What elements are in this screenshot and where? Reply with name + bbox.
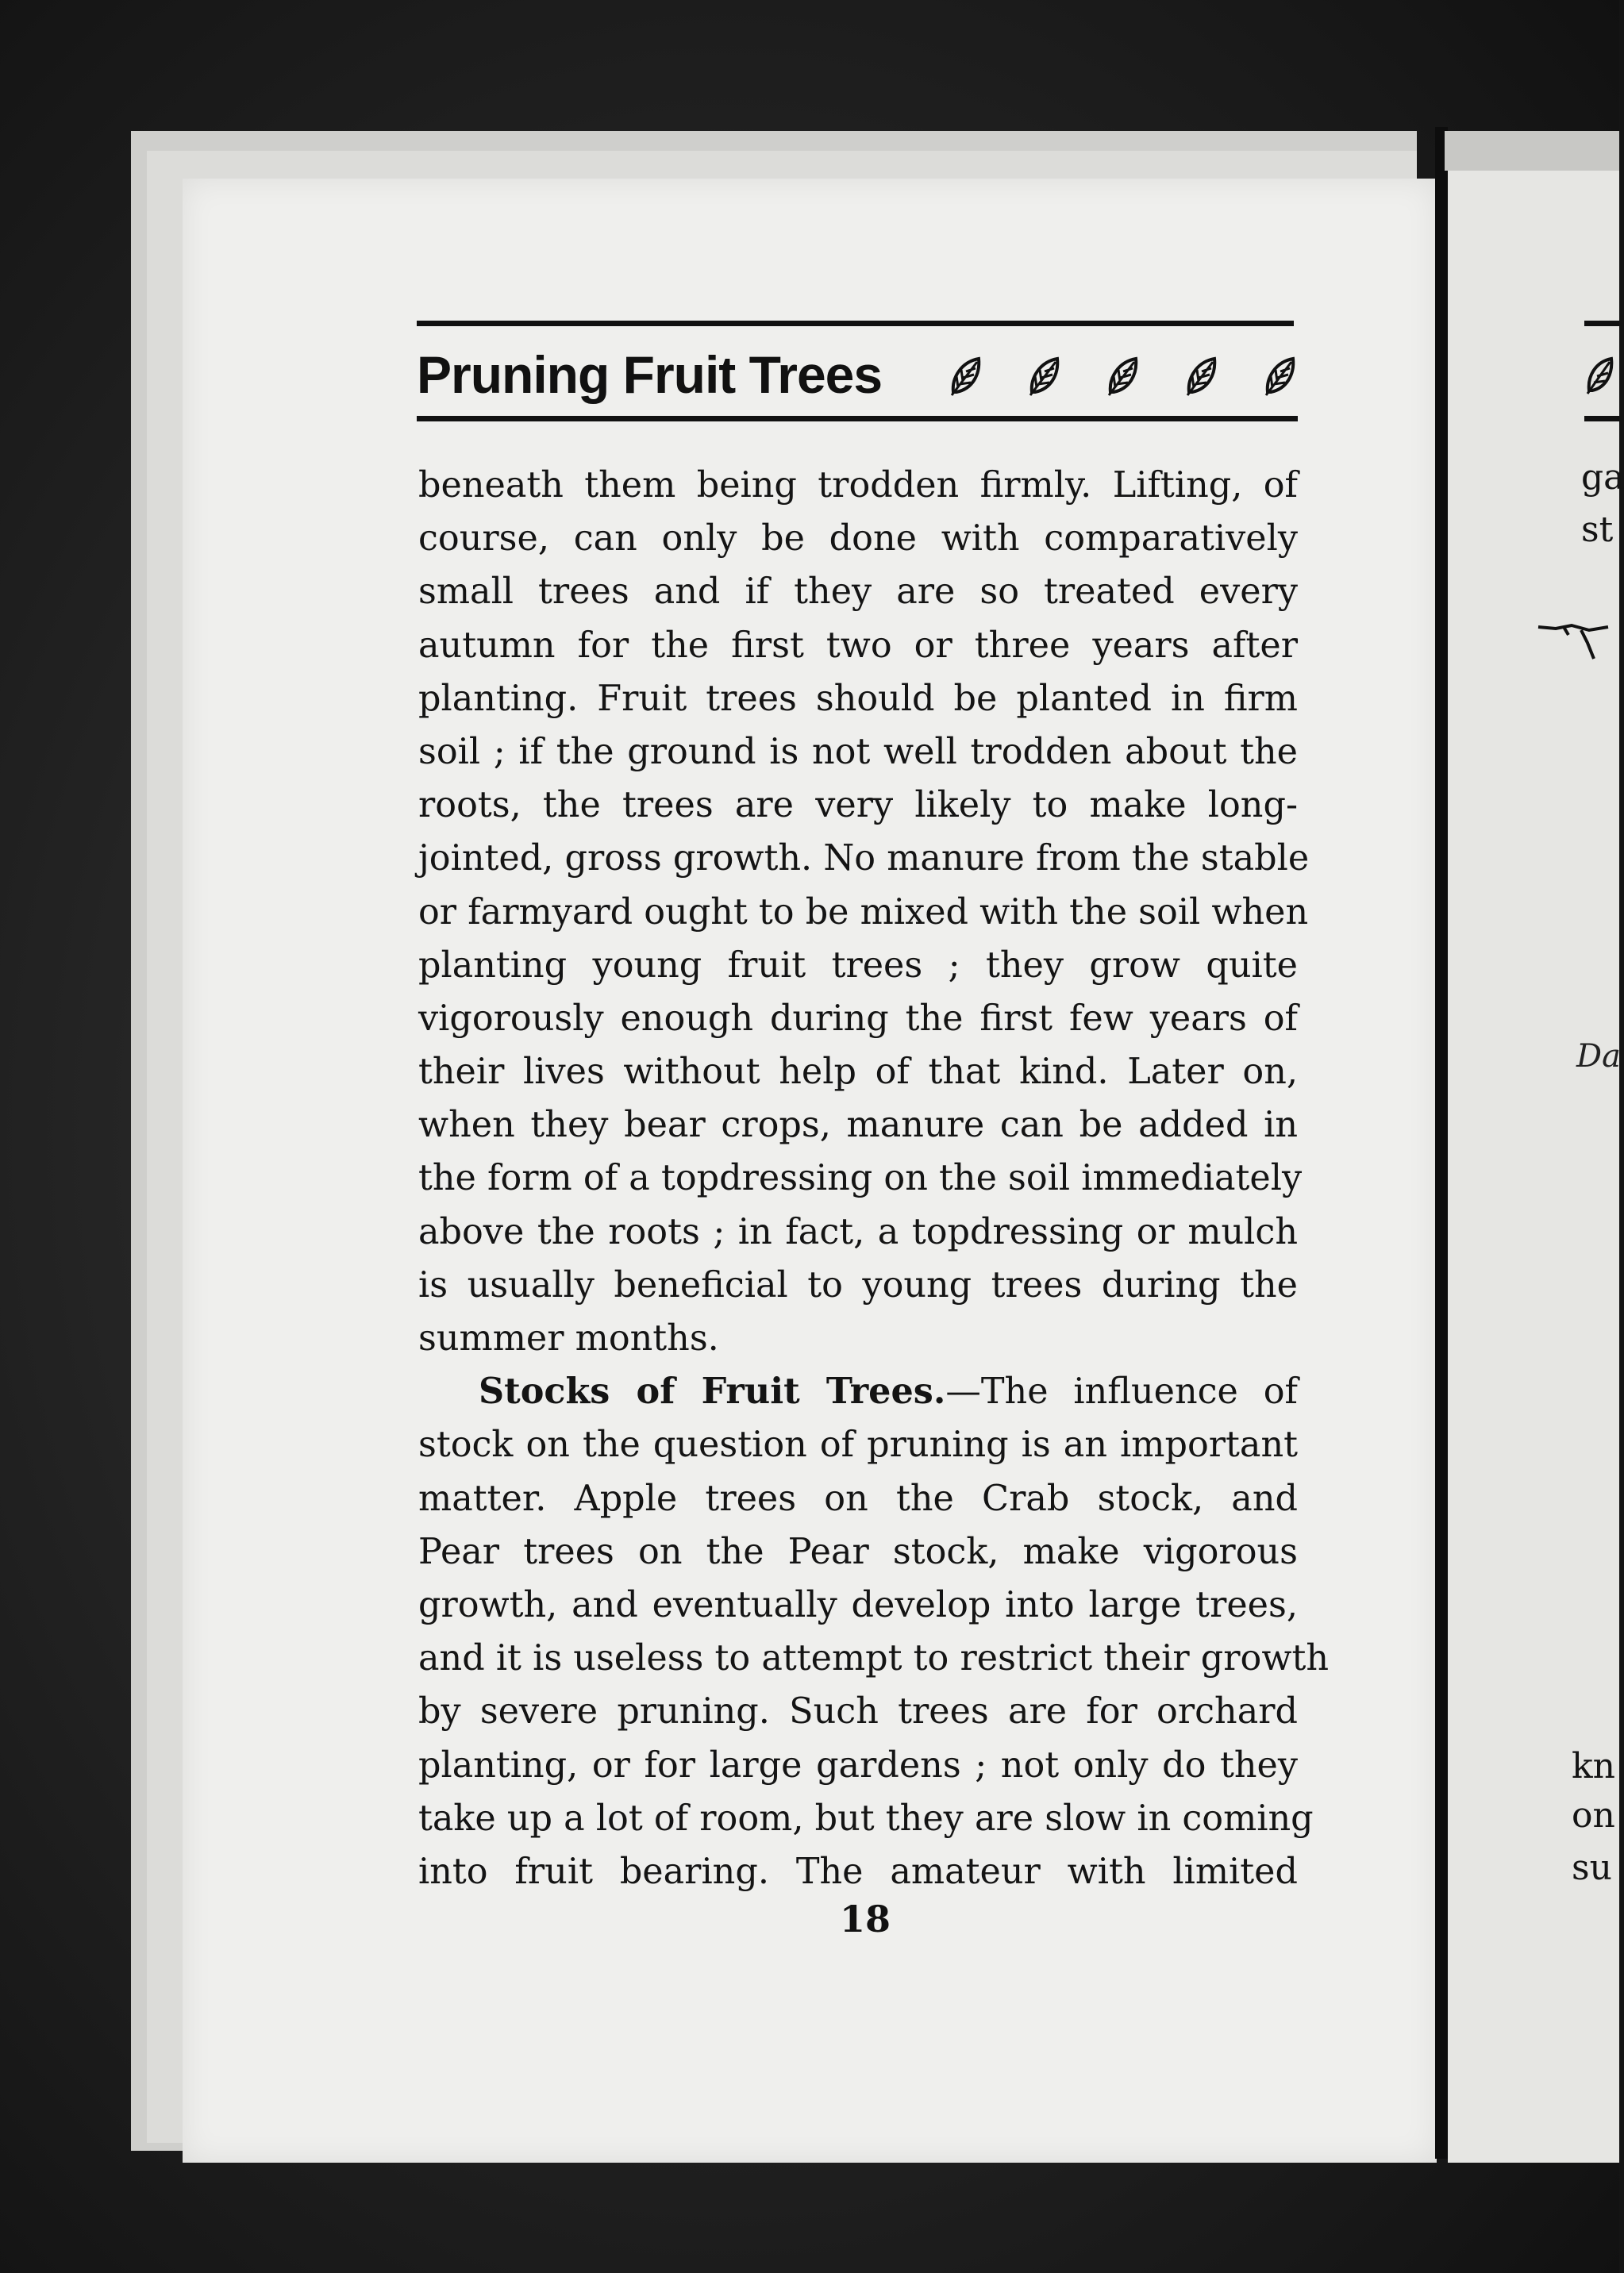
header-ornaments bbox=[949, 356, 1298, 400]
facing-text-fragment: on bbox=[1572, 1795, 1615, 1836]
text-line: above the roots ; in fact, a topdressing or mulch bbox=[418, 1211, 1298, 1252]
text-line: matter. Apple trees on the Crab stock, and bbox=[418, 1478, 1298, 1519]
text-line: when they bear crops, manure can be added in bbox=[418, 1105, 1298, 1146]
facing-text-fragment: su bbox=[1572, 1848, 1612, 1888]
page-number: 18 bbox=[839, 1898, 891, 1940]
text-line: jointed, gross growth. No manure from the stable bbox=[418, 838, 1310, 879]
text-line: vigorously enough during the first few years of bbox=[418, 998, 1298, 1039]
facing-text-fragment: st bbox=[1581, 510, 1614, 550]
leaf-icon bbox=[1106, 356, 1141, 397]
text-line: Pear trees on the Pear stock, make vigorous bbox=[418, 1531, 1298, 1572]
section-first-line bbox=[418, 1365, 1298, 1418]
text-line: roots, the trees are very likely to make long- bbox=[418, 785, 1298, 826]
header-top-rule bbox=[417, 321, 1294, 326]
text-line: or farmyard ought to be mixed with the soil when bbox=[418, 891, 1309, 933]
facing-header-top-rule bbox=[1584, 321, 1619, 326]
facing-text-fragment: Da bbox=[1576, 1038, 1621, 1075]
text-line: course, can only be done with comparatively bbox=[418, 518, 1298, 560]
text-line: planting, or for large gardens ; not only do they bbox=[418, 1744, 1298, 1786]
text-line: planting. Fruit trees should be planted in firm bbox=[418, 678, 1298, 719]
facing-illustration-fragment bbox=[1532, 611, 1619, 675]
text-line: small trees and if they are so treated every bbox=[418, 571, 1298, 613]
text-line: autumn for the first two or three years after bbox=[418, 625, 1298, 666]
facing-text-fragment: kn bbox=[1572, 1746, 1615, 1786]
facing-page-edge bbox=[1445, 131, 1619, 171]
book-spine bbox=[1435, 127, 1448, 2159]
text-line: summer months. bbox=[418, 1318, 719, 1359]
running-header-title: Pruning Fruit Trees bbox=[417, 345, 883, 404]
text-line: growth, and eventually develop into large trees, bbox=[418, 1584, 1298, 1625]
text-line: take up a lot of room, but they are slow in coming bbox=[418, 1798, 1314, 1839]
header-bottom-rule bbox=[417, 416, 1298, 421]
section-heading: Stocks of Fruit Trees. bbox=[479, 1371, 946, 1413]
leaf-icon bbox=[1027, 356, 1062, 397]
text-line: is usually beneficial to young trees during the bbox=[418, 1264, 1298, 1306]
text-line: the form of a topdressing on the soil immediately bbox=[418, 1158, 1303, 1199]
text-line: their lives without help of that kind. Later on, bbox=[418, 1052, 1298, 1093]
text-line: soil ; if the ground is not well trodden about the bbox=[418, 731, 1298, 772]
text-line: and it is useless to attempt to restrict their growth bbox=[418, 1638, 1329, 1679]
section-first-line-rest: —The influence of bbox=[945, 1371, 1298, 1413]
text-line: stock on the question of pruning is an important bbox=[418, 1425, 1298, 1466]
leaf-icon bbox=[1263, 356, 1298, 397]
text-line: by severe pruning. Such trees are for orchard bbox=[418, 1691, 1298, 1733]
text-line: into fruit bearing. The amateur with limited bbox=[418, 1851, 1298, 1892]
facing-header-bottom-rule bbox=[1584, 416, 1619, 421]
facing-text-fragment: ga bbox=[1581, 457, 1624, 498]
leaf-icon bbox=[1584, 356, 1616, 395]
leaf-icon bbox=[1184, 356, 1219, 397]
text-line: beneath them being trodden firmly. Lifting, of bbox=[418, 465, 1298, 506]
body-text bbox=[418, 459, 1329, 1898]
text-line: planting young fruit trees ; they grow quite bbox=[418, 944, 1298, 986]
leaf-icon bbox=[949, 356, 983, 397]
